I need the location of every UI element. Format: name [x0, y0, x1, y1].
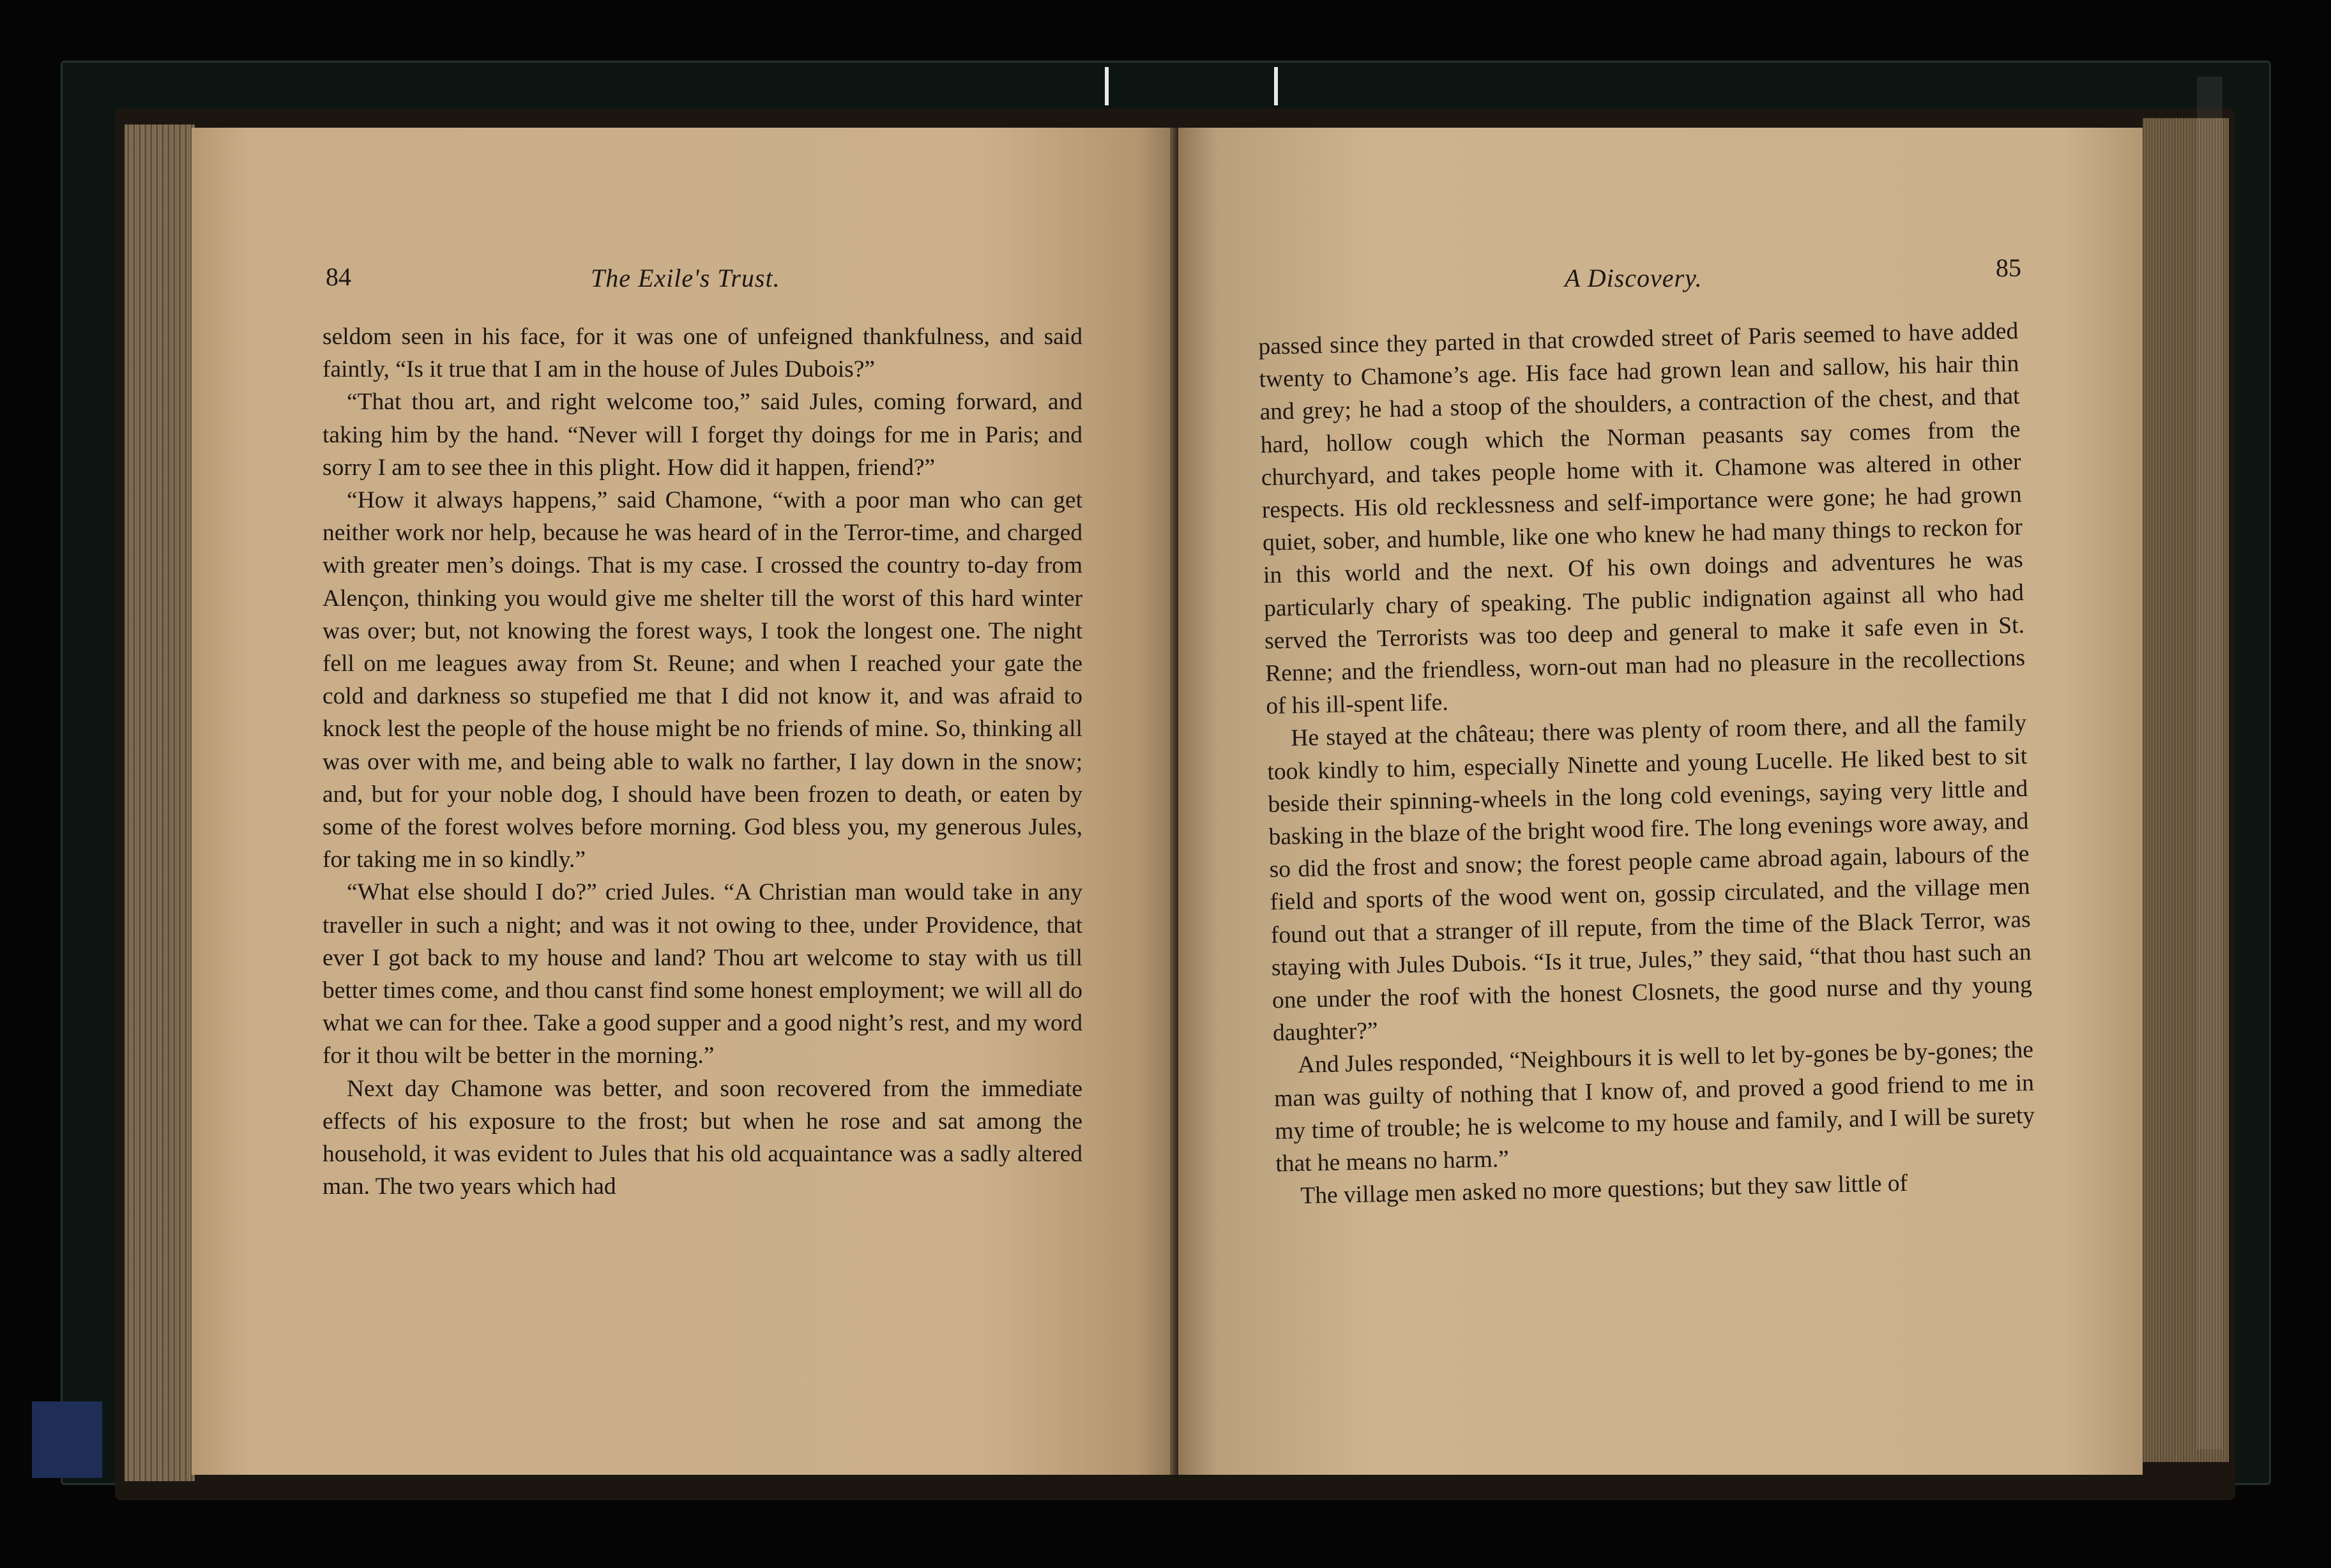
paragraph: seldom seen in his face, for it was one of unfeigned thankfulness, and said faintly, “Is it true that I am in the house of Jules Dubois?” [323, 324, 1082, 383]
page-number-left: 84 [326, 262, 351, 291]
running-head-left: The Exile's Trust. [591, 264, 780, 292]
page-number-right: 85 [1996, 253, 2021, 282]
paragraph: “That thou art, and right welcome too,” said Jules, coming forward, and taking him by the hand. “Never will I forget thy doings for me in Paris; and sorry I am to see thee in this plight. How did it happen, friend?” [323, 389, 1082, 481]
running-head-right: A Discovery. [1565, 264, 1703, 292]
plastic-sleeve-glare [2197, 77, 2222, 1449]
body-text-left [323, 320, 1082, 1203]
paragraph: “What else should I do?” cried Jules. “A Christian man would take in any traveller in such a night; and was it not owing to thee, under Providence, that ever I got back to my house and land? Thou art welcome to stay with us till better times come, and thou canst find some honest employment; we will all do what we can for thee. Take a good supper and a good night’s rest, and my word for it thou wilt be better in the morning.” [323, 879, 1082, 1069]
paragraph: And Jules responded, “Neighbours it is well to let by-gones be by-gones; the man was guilty of nothing that I know of, and proved a good friend to me in my time of trouble; he is welcome to my house and family, and I will be surety that he means no harm.” [1273, 1037, 2035, 1177]
color-calibration-tab [32, 1401, 102, 1478]
right-page [1178, 128, 2143, 1475]
paragraph: He stayed at the château; there was plenty of room there, and all the family took kindly to him, especially Ninette and young Lucelle. He liked best to sit beside their spinning-wheels in the long cold evenings, saying very little and basking in the blaze of the bright wood fire. The long evenings wore away, and so did the frost and snow; the forest people came abroad again, labours of the field and sports of the wood went on, gossip circulated, and the village men found out that a stranger of ill repute, from the time of the Black Terror, was staying with Jules Dubois. “Is it true, Jules,” they said, “that thou hast such an one under the roof with the honest Closnets, the good nurse and thy young daughter?” [1267, 710, 2033, 1047]
clip-mark-right [1274, 67, 1278, 105]
paragraph: Next day Chamone was better, and soon recovered from the immediate effects of his exposure to the frost; but when he rose and sat among the household, it was evident to Jules that his old acquaintance was a sadly altered man. The two years which had [323, 1075, 1082, 1200]
paragraph: passed since they parted in that crowded street of Paris seemed to have added twenty to Chamone’s age. His face had grown lean and sallow, his hair thin and grey; he had a stoop of the shoulders, a contraction of the chest, and that hard, hollow cough which the Norman peasants say comes from the churchyard, and takes people home with it. Chamone was altered in other respects. His old recklessness and self-importance were gone; he had grown quiet, sober, and humble, like one who knew he had many things to reckon for in this world and the next. Of his own doings and adventures he was particularly chary of speaking. The public indignation against all who had served the Terrorists was too deep and general to make it safe even in St. Renne; and the friendless, worn-out man had no pleasure in the recollections of his ill-spent life. [1258, 318, 2026, 720]
paragraph: The village men asked no more questions; but they saw little of [1300, 1170, 1908, 1210]
body-text-right [1258, 315, 2037, 1213]
page-edges-left [125, 124, 195, 1481]
left-page [192, 128, 1178, 1475]
clip-mark-left [1105, 67, 1109, 105]
paragraph: “How it always happens,” said Chamone, “with a poor man who can get neither work nor help, because he was heard of in the Terror-time, and charged with greater men’s doings. That is my case. I crossed the country to-day from Alençon, thinking you would give me shelter till the worst of this hard winter was over; but, not knowing the forest ways, I took the longest one. The night fell on me leagues away from St. Reune; and when I reached your gate the cold and darkness so stupefied me that I did not know it, and was afraid to knock lest the people of the house might be no friends of mine. So, thinking all was over with me, and being able to walk no farther, I lay down in the snow; and, but for your noble dog, I should have been frozen to death, or eaten by some of the forest wolves before morning. God bless you, my generous Jules, for taking me in so kindly.” [323, 487, 1082, 873]
